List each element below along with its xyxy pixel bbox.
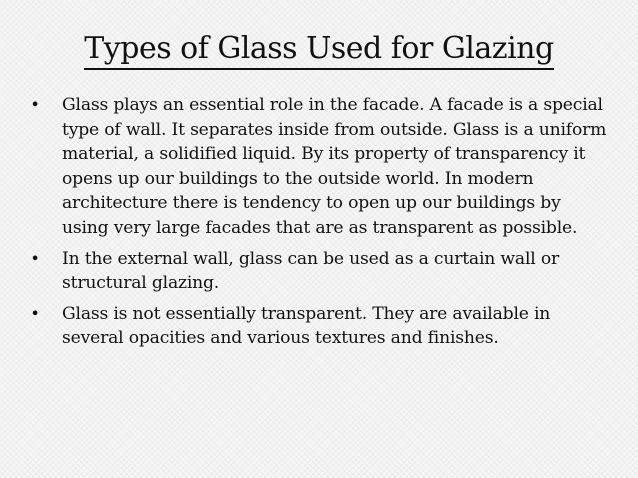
slide-title-wrapper bbox=[0, 30, 638, 70]
slide-title: Types of Glass Used for Glazing bbox=[84, 30, 553, 70]
bullet-text: Glass plays an essential role in the facade. A facade is a special type of wall. It separates inside from outside. Glass is a uniform material, a solidified liquid. By its property of transparency it opens up our buildings to the outside world. In modern architecture there is tendency to open up our buildings by using very large facades that are as transparent as possible. bbox=[62, 95, 607, 238]
bullet-item bbox=[28, 302, 608, 351]
bullet-item bbox=[28, 93, 608, 241]
bullet-item bbox=[28, 247, 608, 296]
bullet-marker: • bbox=[30, 248, 40, 268]
bullet-text: In the external wall, glass can be used as a curtain wall or structural glazing. bbox=[62, 248, 559, 294]
bullet-marker: • bbox=[30, 303, 40, 323]
bullet-text: Glass is not essentially transparent. They are available in several opacities and various textures and finishes. bbox=[62, 303, 551, 349]
bullet-list bbox=[28, 93, 608, 357]
bullet-marker: • bbox=[30, 95, 40, 114]
